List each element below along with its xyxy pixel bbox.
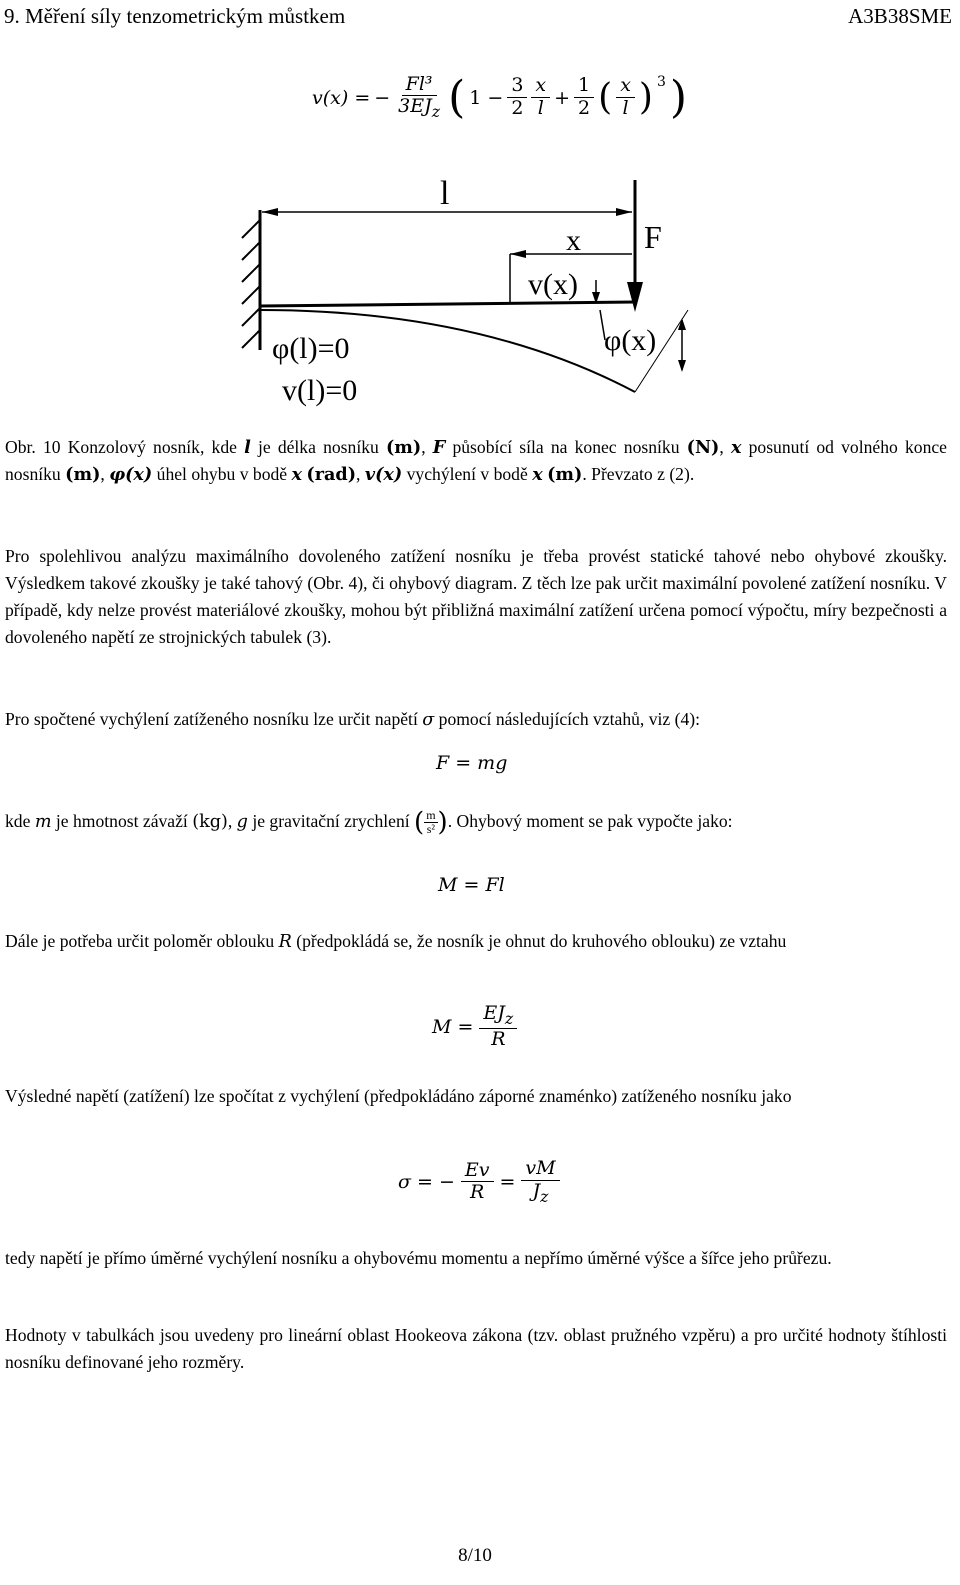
force-arrow-head (627, 282, 643, 312)
phix-arrow-down (678, 360, 686, 372)
formula-frac4-den: 2 (578, 97, 591, 119)
caption-var-l: l (244, 437, 251, 458)
caption-var-x1: x (730, 437, 742, 458)
course-code: A3B38SME (848, 4, 952, 28)
caption-unit-m1: (m) (385, 437, 422, 458)
para3-text-a: kde (5, 811, 35, 831)
formula-minus: − (374, 86, 391, 109)
paragraph-result-stress: Výsledné napětí (zatížení) lze spočítat z vychýlení (předpokládáno záporné znaménko) zatíženého nosníku jako (5, 1086, 792, 1106)
eq-sigma-equals: = (499, 1170, 516, 1193)
equation-sigma (398, 1158, 560, 1206)
unit-fraction (424, 809, 437, 836)
paragraph-stress (5, 706, 947, 734)
formula-frac3-num: x (531, 75, 550, 98)
cantilever-beam-figure (230, 170, 710, 420)
formula-frac5-num: x (616, 75, 635, 98)
equation-moment-radius (432, 1003, 517, 1051)
equation-moment: M = Fl (438, 874, 505, 896)
eq-sigma-frac1 (461, 1160, 494, 1205)
eq-mr-num (479, 1003, 517, 1029)
caption-var-x2: x (291, 464, 303, 485)
formula-frac4-num: 1 (574, 75, 594, 98)
formula-frac2-num: 3 (507, 75, 527, 98)
caption-unit-N: (N) (686, 437, 720, 458)
eq-sigma-frac2-den-sub: z (540, 1186, 549, 1206)
length-arrow-right (616, 208, 632, 216)
caption-var-x3: x (532, 464, 543, 485)
formula-frac-den (394, 96, 444, 121)
caption-text-10: , (356, 464, 365, 484)
deflection-formula (312, 72, 687, 123)
formula-frac-one-half (574, 75, 594, 120)
label-v-l: v(l)=0 (282, 374, 358, 407)
unit-frac-num: m (426, 808, 436, 823)
formula-frac-num: Fl³ (402, 74, 437, 97)
para4-text-b: (předpokládá se, že nosník je ohnut do kruhového oblouku) ze vztahu (291, 931, 787, 951)
caption-unit-rad: (rad) (306, 464, 357, 485)
paragraph-analysis: Pro spolehlivou analýzu maximálního dovoleného zatížení nosníku je třeba provést statické tahové nebo ohybové zkoušky. Výsledkem takové zkoušky je také tahový (Obr. 4), či ohybový diagram. Z těch lze pak určit maximální povolené zatížení nosníku. V případě, kdy nelze provést materiálové zkoušky, mohou být přibližná maximální zatížení určena pomocí výpočtu, míry bezpečnosti a dovoleného napětí ze strojnických tabulek (3). (5, 546, 947, 647)
caption-text-2: je délka nosníku (250, 437, 386, 457)
caption-text-5: , (719, 437, 731, 457)
unit-paren-open: ( (414, 807, 425, 838)
length-arrow-left (262, 208, 278, 216)
formula-close-paren: ) (669, 72, 688, 123)
caption-text-11: vychýlení v bodě (402, 464, 533, 484)
formula-plus: + (554, 86, 571, 109)
para2-text-a: Pro spočtené vychýlení zatíženého nosníku lze určit napětí (5, 709, 423, 729)
unit-paren-close: ) (437, 807, 448, 838)
label-phix: φ(x) (604, 324, 657, 357)
paragraph-hooke: Hodnoty v tabulkách jsou uvedeny pro lineární oblast Hookeova zákona (tzv. oblast pružného vzpěru) a pro určité hodnoty štíhlosti nosníku definované jeho rozměry. (5, 1325, 947, 1372)
formula-one: 1 − (469, 86, 504, 109)
label-length: l (440, 175, 450, 212)
para3-text-d: je gravitační zrychlení (247, 811, 415, 831)
label-force: F (644, 219, 662, 255)
eq-sigma-lhs: σ = − (398, 1170, 455, 1193)
page-number: 8/10 (458, 1545, 492, 1566)
para3-text-b: je hmotnost závaží (51, 811, 193, 831)
eq-mr-den: R (491, 1027, 506, 1050)
formula-lhs: v(x) = (312, 86, 371, 109)
formula-frac3-den: l (537, 97, 544, 119)
caption-text-13: . Převzato z (2). (582, 464, 695, 484)
eq-mr-num-text: EJ (483, 1002, 505, 1024)
eq-sigma-frac1-den: R (470, 1181, 485, 1204)
para3-unit-kg: (kg) (192, 812, 228, 832)
formula-open-paren: ( (448, 72, 466, 123)
paragraph-mass (5, 808, 947, 837)
formula-fraction-main (394, 74, 444, 122)
caption-var-F: F (432, 437, 446, 458)
formula-frac2-den: 2 (511, 97, 524, 119)
unit-frac-den: s² (426, 822, 435, 837)
paragraph-proportionality: tedy napětí je přímo úměrné vychýlení nosníku a ohybovému momentu a nepřímo úměrné výšce a šířce jeho průřezu. (5, 1248, 832, 1268)
formula-frac-den-text: 3EJ (398, 95, 432, 118)
label-x: x (566, 224, 581, 257)
para3-var-g: g (236, 812, 248, 832)
formula-frac5-den: l (622, 97, 629, 119)
caption-text-7: , (100, 464, 110, 484)
running-header-title: 9. Měření síly tenzometrickým můstkem (4, 4, 346, 28)
eq-sigma-frac1-num: Ev (461, 1160, 494, 1183)
caption-var-v: v(x) (364, 464, 403, 485)
para3-text-c: , (227, 811, 237, 831)
formula-close-paren-inner: ) (638, 77, 653, 118)
caption-text-8: úhel ohybu v bodě (152, 464, 292, 484)
eq-sigma-frac2 (521, 1158, 559, 1206)
eq-mr-fraction (479, 1003, 517, 1051)
formula-open-paren-inner: ( (598, 77, 613, 118)
caption-text-1: Obr. 10 Konzolový nosník, kde (5, 437, 245, 457)
label-phi-l: φ(l)=0 (272, 332, 350, 365)
eq-mr-num-sub: z (504, 1008, 514, 1028)
paragraph-radius (5, 928, 947, 956)
para3-text-e: . Ohybový moment se pak vypočte jako: (447, 811, 733, 831)
formula-frac-x-over-l-2 (616, 75, 635, 120)
eq-sigma-frac2-den (529, 1181, 553, 1206)
caption-text-4: působící síla na konec nosníku (445, 437, 687, 457)
eq-sigma-frac2-num: vM (521, 1158, 559, 1181)
caption-var-phi: φ(x) (109, 464, 153, 485)
wall-hatching (242, 220, 260, 348)
equation-force: F = mg (436, 752, 508, 774)
para4-text-a: Dále je potřeba určit poloměr oblouku (5, 931, 279, 951)
para2-text-b: pomocí následujících vztahů, viz (4): (434, 709, 701, 729)
formula-exponent: 3 (656, 74, 666, 90)
figure-caption (5, 434, 947, 488)
caption-text-6: posunutí od volného konce nosníku (5, 437, 947, 484)
formula-frac-three-halves (507, 75, 527, 120)
para4-var-R: R (278, 932, 292, 952)
caption-unit-m3: (m) (547, 464, 583, 485)
label-vx: v(x) (528, 268, 578, 301)
x-arrow-left (510, 250, 526, 258)
formula-frac-den-sub: z (431, 102, 441, 122)
eq-mr-lhs: M = (432, 1015, 474, 1038)
caption-text-3: , (421, 437, 433, 457)
eq-sigma-frac2-den-text: J (532, 1179, 541, 1202)
para2-sigma: σ (422, 710, 435, 730)
para3-var-m: m (34, 812, 52, 832)
beam-undeformed (260, 302, 635, 306)
formula-frac-x-over-l (531, 75, 550, 120)
caption-unit-m2: (m) (65, 464, 101, 485)
